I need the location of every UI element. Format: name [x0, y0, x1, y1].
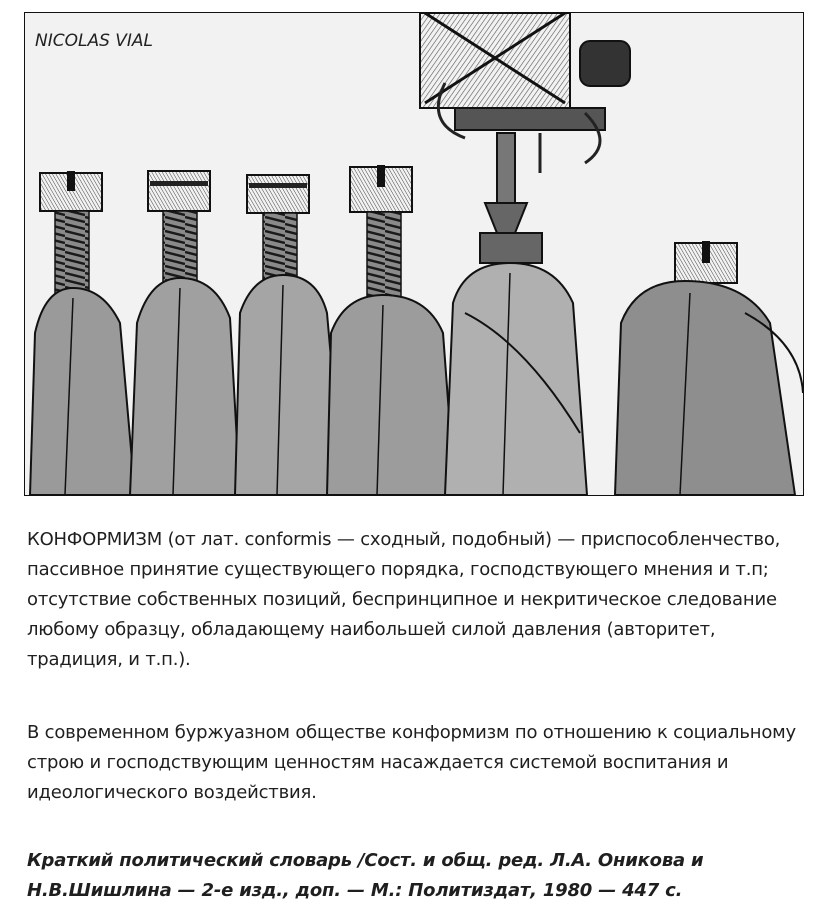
- definition-paragraph: КОНФОРМИЗМ (от лат. conformis — сходный, подобный) — приспособленчество, пассивное принятие существующего порядка, господствующего мнения и т.п; отсутствие собственных позиций, беспринципное и некритическое следование любому образцу, обладающему наибольшей силой давления (авторитет, традиция, и т.п.).: [27, 529, 781, 670]
- cartoon-illustration: [24, 12, 804, 496]
- artist-signature: NICOLAS VIAL: [35, 31, 154, 51]
- cartoon-drawing: [25, 13, 803, 495]
- context-paragraph: В современном буржуазном обществе конформизм по отношению к социальному строю и господствующим ценностям насаждается системой воспитания и идеологического воздействия.: [27, 722, 796, 803]
- source-citation: Краткий политический словарь /Сост. и общ. ред. Л.А. Оникова и Н.В.Шишлина — 2-е изд., доп. — М.: Политиздат, 1980 — 447 с.: [27, 850, 704, 901]
